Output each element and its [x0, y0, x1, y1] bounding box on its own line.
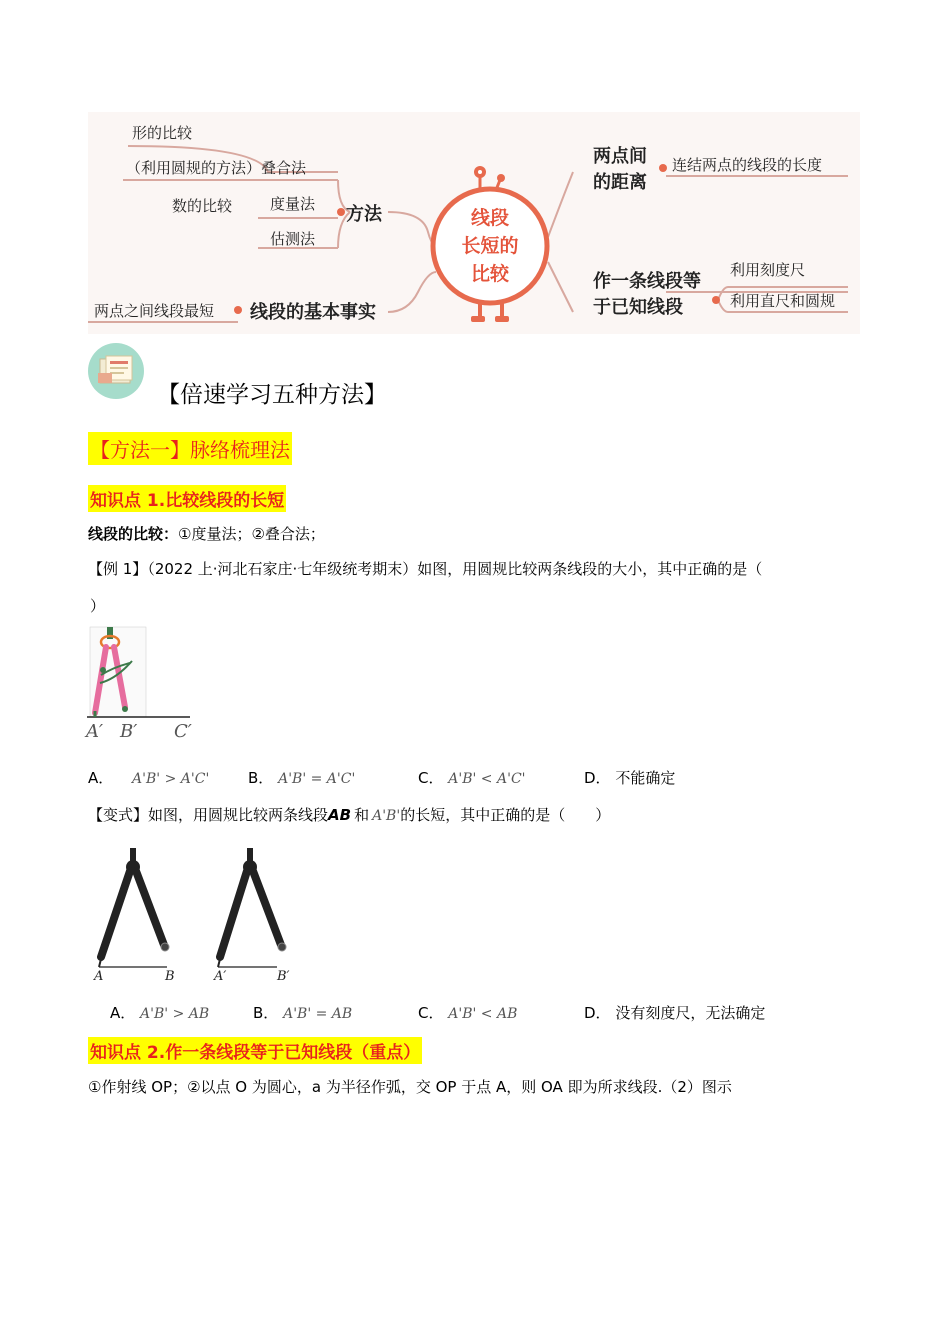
example1-tag: 【例 1】	[88, 560, 148, 578]
mm-distance-2: 的距离	[593, 172, 647, 193]
example1-option-b[interactable]	[248, 767, 355, 788]
mm-construct-1: 作一条线段等	[593, 271, 701, 292]
mm-compass: 利用直尺和圆规	[730, 292, 836, 310]
mm-distance	[593, 144, 647, 196]
fig2-label-a2: A′	[214, 969, 227, 984]
mm-estimate: 估测法	[270, 230, 316, 248]
method1-heading	[88, 432, 292, 465]
option-d-label: D．	[584, 769, 611, 787]
example1-figure	[86, 625, 196, 743]
mm-measure: 度量法	[270, 195, 316, 213]
v-option-d-label: D．	[584, 1004, 611, 1022]
v-option-b-label: B．	[253, 1004, 279, 1022]
variant-option-c[interactable]	[418, 1002, 517, 1023]
mm-method: 方法	[346, 204, 382, 225]
variant-and: 和	[354, 806, 370, 824]
method1-text: 【方法一】脉络梳理法	[90, 438, 290, 462]
center-line-3: 比较	[470, 263, 509, 285]
option-b-expr: A'B' = A'C'	[278, 771, 356, 787]
book-icon-graphic	[88, 343, 144, 399]
mm-overlap: （利用圆规的方法）叠合法	[126, 159, 307, 177]
v-option-a-expr: A'B' > AB	[140, 1006, 210, 1022]
variant-text-b: 的长短，其中正确的是（ ）	[400, 806, 611, 824]
v-option-b-expr: A'B' = AB	[283, 1006, 353, 1022]
variant-option-a[interactable]	[110, 1002, 209, 1023]
kp1-desc	[88, 523, 325, 544]
variant-figure	[88, 845, 308, 985]
v-option-c-expr: A'B' < AB	[448, 1006, 518, 1022]
option-a-expr: A'B' > A'C'	[132, 771, 210, 787]
option-c-expr: A'B' < A'C'	[448, 771, 526, 787]
kp2-desc: ①作射线 OP；②以点 O 为圆心，a 为半径作弧，交 OP 于点 A，则 OA 即为所求线段.（2）图示	[88, 1078, 732, 1096]
example1-option-c[interactable]	[418, 767, 526, 788]
example1-body: （2022 上·河北石家庄·七年级统考期末）如图，用圆规比较两条线段的大小，其中正确的是（	[147, 560, 763, 578]
option-c-label: C．	[418, 769, 444, 787]
section-title: 【倍速学习五种方法】	[157, 382, 387, 408]
center-line-2: 长短的	[461, 235, 519, 257]
v-option-a-label: A．	[110, 1004, 136, 1022]
variant-option-d[interactable]	[584, 1002, 765, 1023]
fig1-label-c: C′	[174, 721, 192, 742]
compass-figure-2	[88, 845, 308, 985]
example1-option-a[interactable]	[88, 767, 209, 788]
fig1-label-b: B′	[120, 721, 138, 742]
kp1-heading	[88, 485, 286, 512]
option-a-label: A．	[88, 769, 114, 787]
example1-close: ）	[90, 597, 106, 615]
mm-number-compare: 数的比较	[172, 197, 233, 215]
example1-option-d[interactable]	[584, 767, 675, 788]
v-option-d-expr: 没有刻度尺，无法确定	[615, 1004, 766, 1022]
mm-shape-compare: 形的比较	[132, 124, 193, 142]
variant-tag: 【变式】	[88, 806, 149, 824]
mm-shortest: 两点之间线段最短	[94, 302, 215, 320]
fig2-label-a: A	[94, 969, 104, 984]
kp2-heading	[88, 1037, 422, 1064]
mind-map-center	[440, 204, 540, 288]
mm-distance-1: 两点间	[593, 146, 647, 167]
book-icon	[88, 343, 144, 399]
variant-ab2: A'B'	[372, 808, 401, 824]
variant-option-b[interactable]	[253, 1002, 352, 1023]
mind-map	[88, 112, 860, 334]
kp1-desc-text: ①度量法；②叠合法；	[178, 525, 325, 543]
mm-distance-def: 连结两点的线段的长度	[672, 156, 823, 174]
fig2-label-b: B	[165, 969, 175, 984]
mm-basic-fact: 线段的基本事实	[250, 302, 376, 323]
mm-construct	[593, 269, 701, 321]
fig1-label-a: A′	[86, 721, 104, 742]
variant-ab: AB	[328, 806, 352, 824]
variant-text-a: 如图，用圆规比较两条线段	[148, 806, 329, 824]
option-b-label: B．	[248, 769, 274, 787]
mm-ruler: 利用刻度尺	[730, 261, 806, 279]
v-option-c-label: C．	[418, 1004, 444, 1022]
kp2-text: 知识点 2.作一条线段等于已知线段（重点）	[90, 1043, 421, 1063]
example1-text	[88, 558, 868, 579]
kp1-desc-bold: 线段的比较：	[88, 525, 179, 543]
mm-construct-2: 于已知线段	[593, 297, 683, 318]
center-line-1: 线段	[470, 207, 509, 229]
kp1-text: 知识点 1.比较线段的长短	[90, 491, 285, 511]
option-d-expr: 不能确定	[615, 769, 676, 787]
variant-text	[88, 804, 610, 825]
fig2-label-b2: B′	[277, 969, 290, 984]
